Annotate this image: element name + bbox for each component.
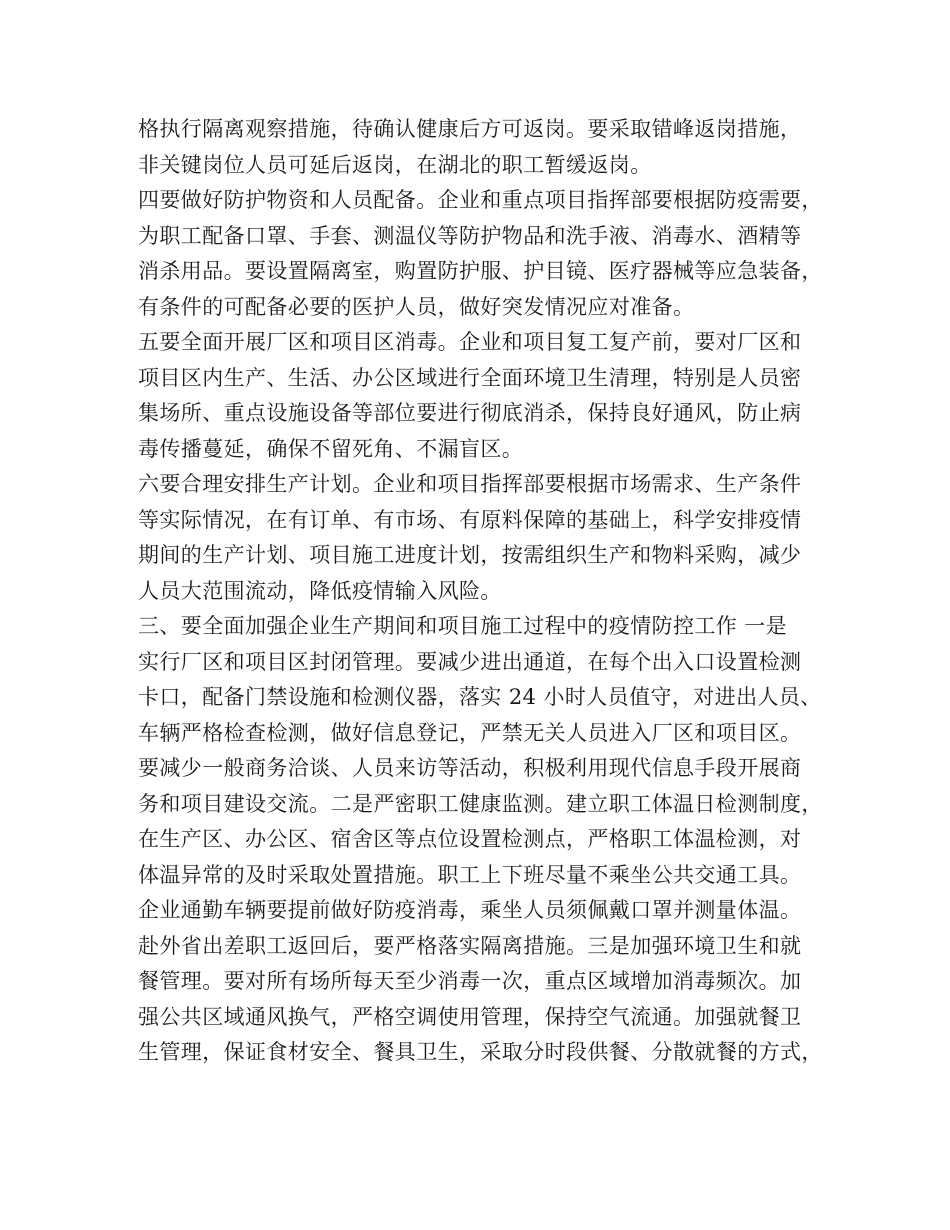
text-line: 生管理，保证食材安全、餐具卫生，采取分时段供餐、分散就餐的方式， — [138, 1040, 823, 1064]
text-line: 餐管理。要对所有场所每天至少消毒一次，重点区域增加消毒频次。加 — [138, 969, 802, 993]
text-line: 务和项目建设交流。二是严密职工健康监测。建立职工体温日检测制度， — [138, 791, 823, 816]
text-line: 消杀用品。要设置隔离室，购置防护服、护目镜、医疗器械等应急装备， — [138, 259, 823, 283]
text-line: 五要全面开展厂区和项目区消毒。企业和项目复工复产前，要对厂区和 — [138, 330, 802, 354]
text-line: 期间的生产计划、项目施工进度计划，按需组织生产和物料采购，减少 — [138, 543, 802, 567]
text-line: 要减少一般商务洽谈、人员来访等活动，积极利用现代信息手段开展商 — [138, 756, 802, 780]
text-line: 实行厂区和项目区封闭管理。要减少进出通道，在每个出入口设置检测 — [138, 649, 802, 674]
text-line: 六要合理安排生产计划。企业和项目指挥部要根据市场需求、生产条件 — [138, 472, 802, 496]
text-line: 四要做好防护物资和人员配备。企业和重点项目指挥部要根据防疫需要， — [138, 188, 823, 212]
text-line: 集场所、重点设施设备等部位要进行彻底消杀，保持良好通风，防止病 — [138, 401, 802, 425]
body-text — [138, 112, 828, 1071]
text-line: 等实际情况，在有订单、有市场、有原料保障的基础上，科学安排疫情 — [138, 507, 802, 532]
text-line: 非关键岗位人员可延后返岗，在湖北的职工暂缓返岗。 — [138, 152, 652, 177]
text-line: 毒传播蔓延，确保不留死角、不漏盲区。 — [138, 436, 524, 461]
text-line: 在生产区、办公区、宿舍区等点位设置检测点，严格职工体温检测，对 — [138, 827, 802, 851]
text-line: 人员大范围流动，降低疫情输入风险。 — [138, 578, 502, 603]
text-line: 体温异常的及时采取处置措施。职工上下班尽量不乘坐公共交通工具。 — [138, 862, 802, 887]
text-line: 强公共区域通风换气，严格空调使用管理，保持空气流通。加强就餐卫 — [138, 1004, 802, 1029]
text-line: 有条件的可配备必要的医护人员，做好突发情况应对准备。 — [138, 294, 695, 319]
text-line: 格执行隔离观察措施，待确认健康后方可返岗。要采取错峰返岗措施， — [138, 117, 802, 141]
text-line: 卡口，配备门禁设施和检测仪器，落实 24 小时人员值守，对进出人员、 — [138, 685, 822, 709]
text-line: 三、要全面加强企业生产期间和项目施工过程中的疫情防控工作 一是 — [138, 614, 788, 638]
text-line: 车辆严格检查检测，做好信息登记，严禁无关人员进入厂区和项目区。 — [138, 720, 802, 745]
text-line: 赴外省出差职工返回后，要严格落实隔离措施。三是加强环境卫生和就 — [138, 933, 802, 958]
text-line: 为职工配备口罩、手套、测温仪等防护物品和洗手液、消毒水、酒精等 — [138, 223, 802, 248]
text-line: 企业通勤车辆要提前做好防疫消毒，乘坐人员须佩戴口罩并测量体温。 — [138, 898, 802, 922]
text-line: 项目区内生产、生活、办公区域进行全面环境卫生清理，特别是人员密 — [138, 365, 802, 390]
